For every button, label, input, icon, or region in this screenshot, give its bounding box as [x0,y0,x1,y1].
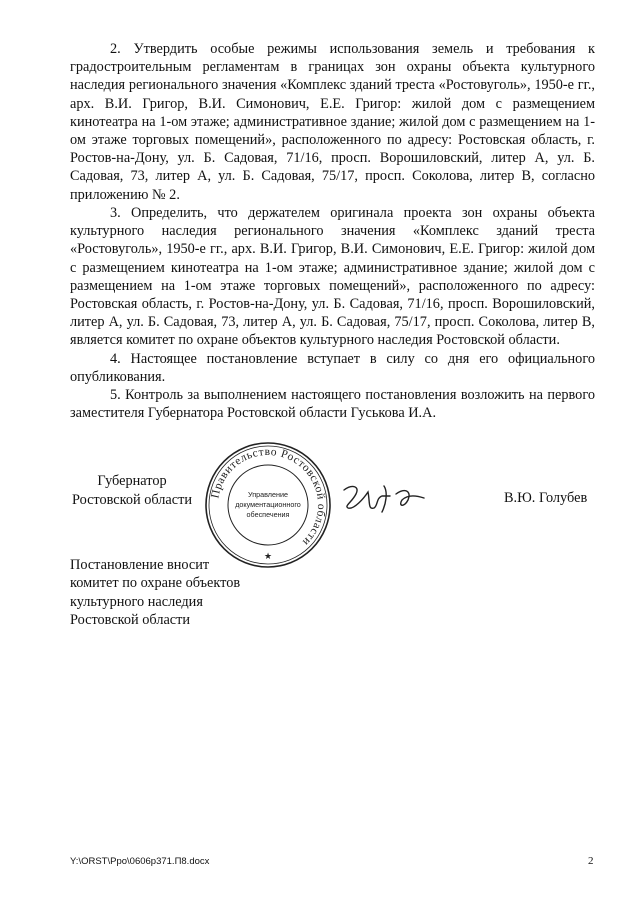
paragraph-3: 3. Определить, что держателем оригинала проекта зон охраны объекта культурного наследия регионального значения «Комплекс зданий треста «Ростовуголь», 1950-е гг., арх. В.И. Григор, В.И. Симонович, Е.Е. Григор: жилой дом с размещением кинотеатра на 1-ом этаже; административное здание; жилой дом с размещением на 1-ом этаже торговых помещений», расположенного по адресу: Ростовская область, г. Ростов-на-Дону, ул. Б. Садовая, 71/16, просп. Ворошиловский, литер А, ул. Б. Садовая, 73, литер А, ул. Б. Садовая, 75/17, просп. Соколова, литер В, является комитет по охране объектов культурного наследия Ростовской области. [70,205,595,349]
official-seal [203,440,333,570]
note-line: комитет по охране объектов [70,575,241,592]
seal-center-line2: документационного [235,500,301,509]
signatory-title [67,472,197,510]
submission-note [70,556,240,629]
note-line: Постановление вносит [70,557,210,573]
page-number: 2 [588,855,594,867]
note-line: культурного наследия [70,593,203,610]
signatory-name: В.Ю. Голубев [504,490,588,506]
paragraph-5: 5. Контроль за выполнением настоящего постановления возложить на первого заместителя Губернатора Ростовской области Гуськова И.А. [70,387,595,422]
seal-ring-text: Правительство Ростовской области [209,445,328,549]
note-line: Ростовской области [70,611,191,628]
signatory-title-line2: Ростовской области [71,492,193,508]
paragraph-2: 2. Утвердить особые режимы использования земель и требования к градостроительным регламентам в границах зон охраны объекта культурного наследия регионального значения «Комплекс зданий треста «Ростовуголь», 1950-е гг., арх. В.И. Григор, В.И. Симонович, Е.Е. Григор: жилой дом с размещением кинотеатра на 1-ом этаже; административное здание; жилой дом с размещением на 1-ом этаже торговых помещений», расположенного по адресу: Ростовская область, г. Ростов-на-Дону, ул. Б. Садовая, 71/16, просп. Ворошиловский, литер А, ул. Б. Садовая, 73, литер А, ул. Б. Садовая, 75/17, просп. Соколова, литер В, согласно приложению № 2. [70,41,595,203]
seal-center-line3: обеспечения [246,510,290,519]
seal-center-line1: Управление [248,490,288,499]
paragraph-4: 4. Настоящее постановление вступает в силу со дня его официального опубликования. [70,351,595,386]
footer-file-path: Y:\ORST\Ppo\0606p371.П8.docx [70,856,210,867]
seal-star-icon: ★ [263,551,273,561]
handwritten-signature [338,478,438,518]
signatory-title-line1: Губернатор [97,473,167,489]
